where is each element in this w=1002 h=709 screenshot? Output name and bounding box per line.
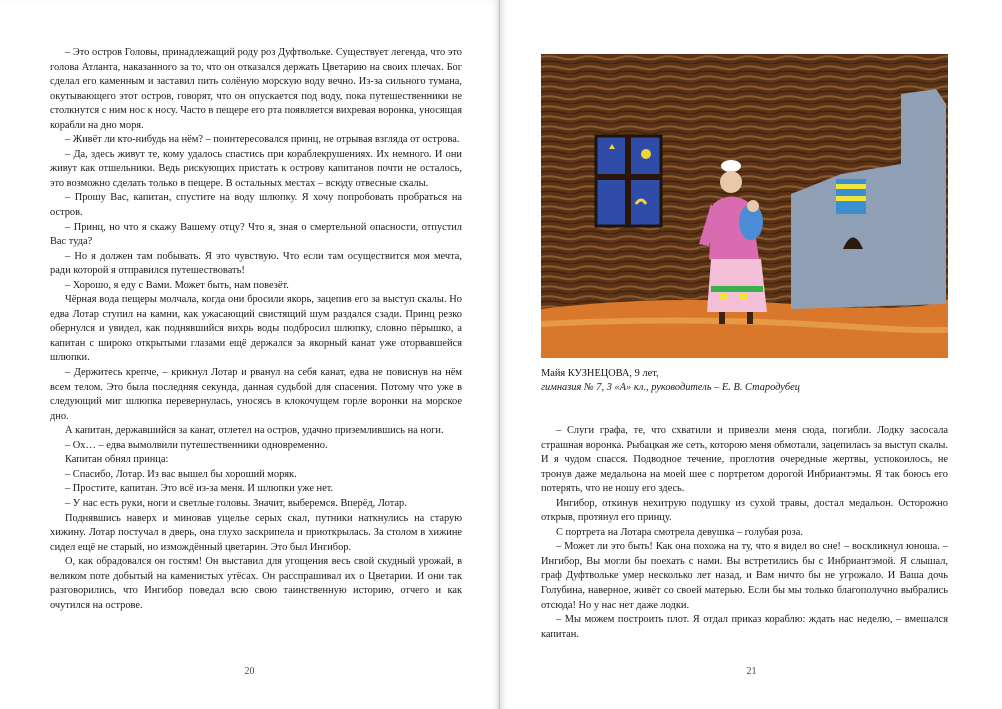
paragraph: Чёрная вода пещеры молчала, когда они бросили якорь, зацепив его за выступ скалы. Но едва Лотар ступил на камни, как ужасающий свистящий шум раздался сзади. Принц резко обернулся и увидел, как поднявшийся вихрь воды подбросил шлюпку, словно пёрышко, а капитан с широко открытыми глазами ещё держался за якорный канат уже оторвавшейся шлюпки. [50,294,462,364]
paragraph: А капитан, державшийся за канат, отлетел на остров, удачно приземлившись на ноги. [65,425,444,437]
paragraph: – Мы можем построить плот. Я отдал приказ кораблю: ждать нас неделю, – вмешался капитан. [541,614,948,640]
left-page [0,0,500,709]
page-number: 21 [746,666,757,677]
paragraph: – Но я должен там побывать. Я это чувствую. Что если там осуществится моя мечта, ради которой я отправился путешествовать! [50,250,462,277]
paragraph: – Хорошо, я еду с Вами. Может быть, нам повезёт. [65,279,289,291]
page-number: 20 [244,666,255,677]
illustration-caption [541,367,961,395]
paragraph: О, как обрадовался он гостям! Он выставил для угощения весь свой скудный урожай, в великом поте добытый на каменистых утёсах. Он расспрашивал их о Цветарии. И они так разговорились, что Ингибор поведал всю свою таинственную историю, отчего и как очутился на острове. [50,556,462,611]
caption-author: Майя КУЗНЕЦОВА, 9 лет, [541,368,659,379]
right-page-text [541,424,948,642]
paragraph: – Это остров Головы, принадлежащий роду роз Дуфтвольке. Существует легенда, что это голова Атланта, наказанного за то, что он отказался держать Цветарию на своих плечах. Бог сделал его каменным и заставил пить солёную морскую воду вечно. Из-за сильного тумана, окутывающего этот остров, говорят, что он опускается под воду, пока путешественники не столкнутся с ним нос к носу. Часто в пещере его рта появляется вихревая воронка, уносящая корабли на дно моря. [50,47,462,131]
child-painting-illustration [541,54,948,358]
paragraph: Поднявшись наверх и миновав ущелье серых скал, путники наткнулись на старую хижину. Лотар постучал в дверь, она глухо заскрипела и приоткрылась. За столом в хижине сидел ещё не старый, но измождённый цветарин. Это был Ингибор. [50,512,462,553]
caption-school: гимназия № 7, 3 «А» кл., руководитель – Е. В. Стародубец [541,382,800,393]
paragraph: – Держитесь крепче, – крикнул Лотар и рванул на себя канат, едва не повиснув на нём всем телом. Это была последняя секунда, данная судьбой для спасения. Потому что уже в следующий миг шлюпка перевернулась, уносясь в клокочущем горле воронки на морское дно. [50,367,462,422]
paragraph: – Да, здесь живут те, кому удалось спастись при кораблекрушениях. Их немного. И они живут как отшельники. Ведь рискующих пристать к острову капитанов почти не осталось, это возможно сделать только в пещере. В остальных местах – всюду отвесные скалы. [50,148,462,189]
paragraph: Ингибор, откинув нехитрую подушку из сухой травы, достал медальон. Осторожно открыв, протянул его принцу. [541,497,948,524]
paragraph: Капитан обнял принца: [65,454,169,466]
paragraph: – Может ли это быть! Как она похожа на ту, что я видел во сне! – воскликнул юноша. – Ингибор, Вы могли бы поехать с нами. Вы встретились бы с Инбриантэмой. Я слышал, граф Дуфтвольке умер несколько лет назад, и Вам ничто бы не угрожало. И Ваша дочь Голубина, наверное, живёт со своей матерью. Если бы мы только благополучно выбрались отсюда! Но у нас нет даже лодки. [541,541,948,611]
paragraph: – Живёт ли кто-нибудь на нём? – поинтересовался принц, не отрывая взгляда от острова. [65,134,460,146]
paragraph: – Ох… – едва вымолвили путешественники одновременно. [65,439,328,451]
paragraph: С портрета на Лотара смотрела девушка – голубая роза. [556,526,803,538]
paragraph: – Слуги графа, те, что схватили и привезли меня сюда, погибли. Лодку засосала страшная воронка. Рыбацкая же сеть, которою меня обмотали, зацепилась за выступ скалы. И я чудом спасся. Подводное течение, проглотив очередные жертвы, успокоилось, не тронув даже медальона на моей шее с портретом дорогой Инбриантэмы. Я так боюсь его потерять, что не ношу его здесь. [541,425,948,495]
left-page-text [50,46,462,613]
paragraph: – Спасибо, Лотар. Из вас вышел бы хороший моряк. [65,468,297,480]
paragraph: – Простите, капитан. Это всё из-за меня. И шлюпки уже нет. [65,483,334,495]
paragraph: – У нас есть руки, ноги и светлые головы. Значит, выберемся. Вперёд, Лотар. [65,497,407,509]
paragraph: – Принц, но что я скажу Вашему отцу? Что я, зная о смертельной опасности, отпустил Вас туда? [50,221,462,248]
right-page [501,0,1002,709]
paragraph: – Прошу Вас, капитан, спустите на воду шлюпку. Я хочу попробовать пробраться на остров. [50,192,462,219]
